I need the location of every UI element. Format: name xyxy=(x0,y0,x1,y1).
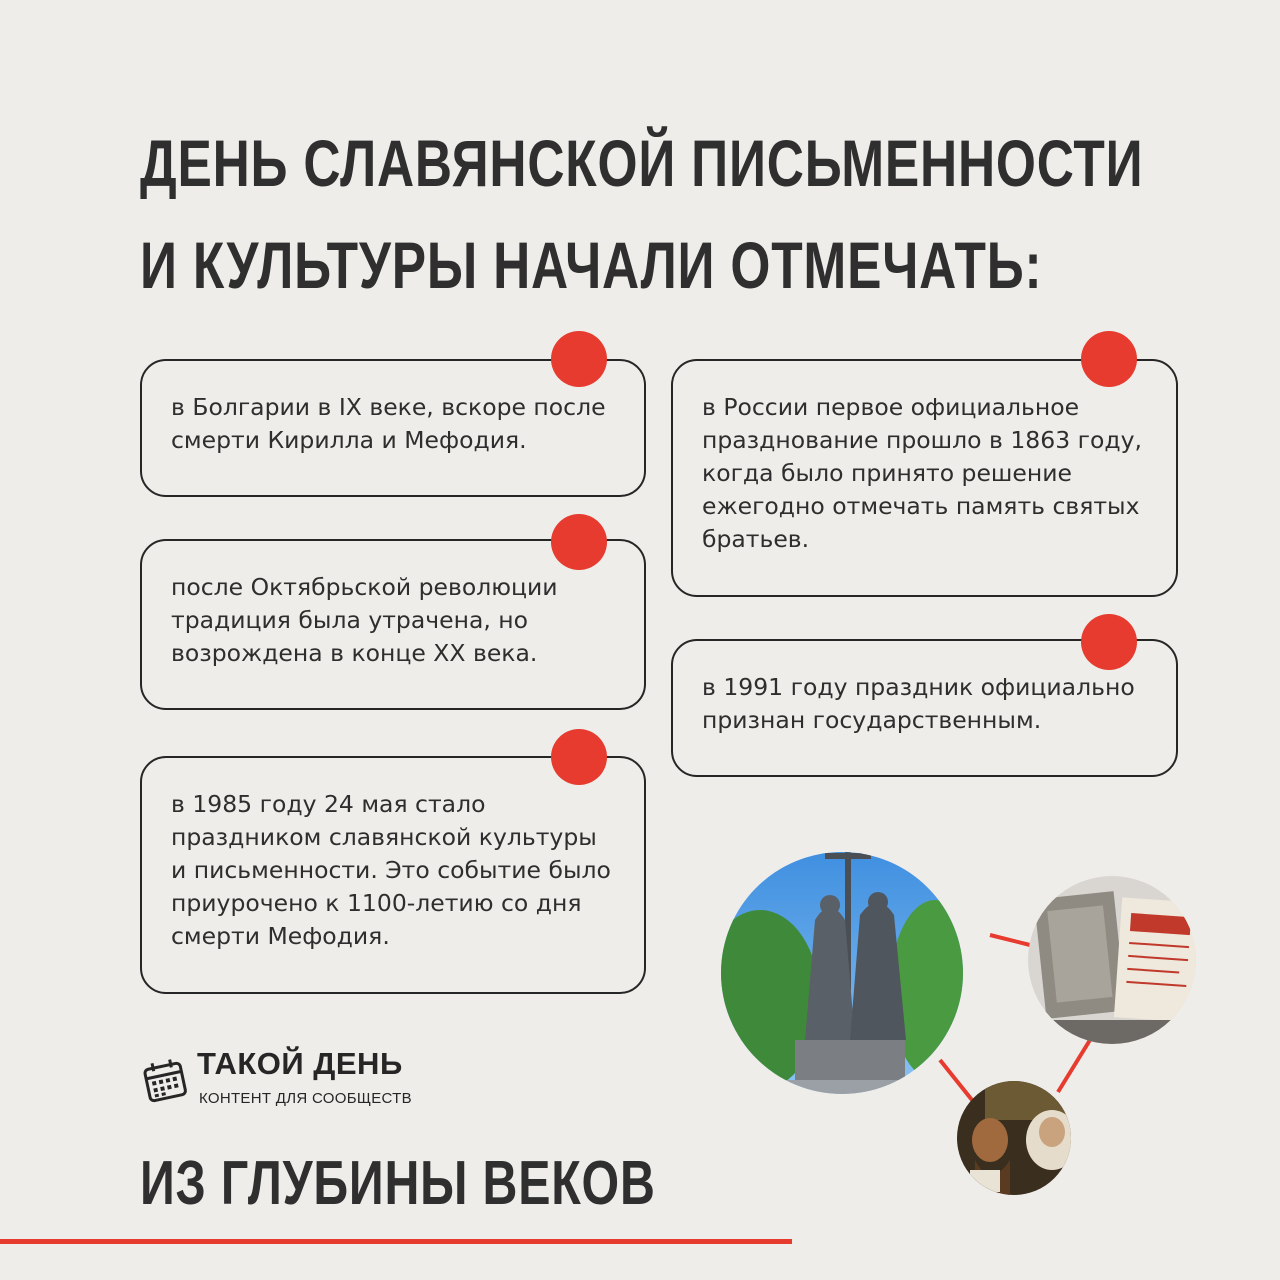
accent-dot xyxy=(551,331,607,387)
book-photo xyxy=(1028,876,1202,1050)
fact-card-1985 xyxy=(140,756,646,994)
page-title xyxy=(140,112,1144,316)
brand-name: ТАКОЙ ДЕНЬ xyxy=(197,1046,403,1081)
accent-dot xyxy=(1081,331,1137,387)
fact-card-text: в Болгарии в IX веке, вскоре после смерти Кирилла и Мефодия. xyxy=(171,393,606,454)
footer-title: ИЗ ГЛУБИНЫ ВЕКОВ xyxy=(140,1149,656,1218)
accent-dot xyxy=(1081,614,1137,670)
accent-dot xyxy=(551,729,607,785)
fact-card-text: в России первое официальное празднование прошло в 1863 году, когда было принято решение ежегодно отмечать память святых братьев. xyxy=(702,393,1142,553)
fact-card-text: в 1985 году 24 мая стало праздником славянской культуры и письменности. Это событие было приурочено к 1100-летию со дня смерти Мефодия. xyxy=(171,790,611,950)
fact-card-russia-1863 xyxy=(671,359,1178,597)
fact-card-text: в 1991 году праздник официально признан государственным. xyxy=(702,673,1135,734)
calendar-icon xyxy=(140,1056,190,1106)
page-title-line-1: ДЕНЬ СЛАВЯНСКОЙ ПИСЬМЕННОСТИ xyxy=(140,126,1144,200)
footer-divider xyxy=(0,1239,792,1244)
monument-photo xyxy=(700,840,980,1100)
brand-tagline: КОНТЕНТ ДЛЯ СООБЩЕСТВ xyxy=(199,1090,412,1107)
connector-lines xyxy=(940,935,1090,1100)
icon-painting-photo xyxy=(955,1080,1078,1200)
accent-dot xyxy=(551,514,607,570)
fact-card-text: после Октябрьской революции традиция была утрачена, но возрождена в конце XX века. xyxy=(171,573,558,667)
page-title-line-2: И КУЛЬТУРЫ НАЧАЛИ ОТМЕЧАТЬ: xyxy=(140,228,1043,302)
